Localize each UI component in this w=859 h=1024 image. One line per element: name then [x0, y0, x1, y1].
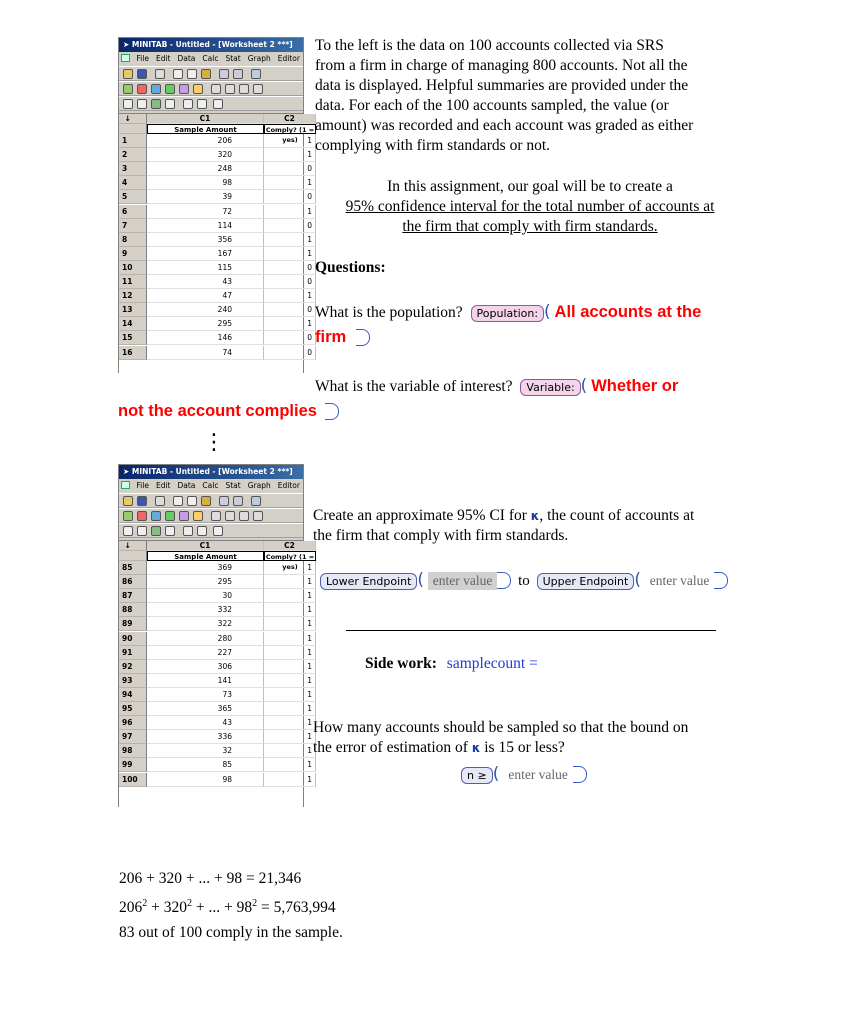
table-row [119, 219, 312, 233]
insert-row-icon[interactable] [123, 526, 133, 536]
cell-amount[interactable]: 365 [147, 702, 264, 716]
row-number[interactable]: 95 [119, 702, 147, 716]
row-number[interactable]: 86 [119, 575, 147, 589]
minitab-title-bar[interactable] [119, 465, 303, 479]
report-tool-icon[interactable] [179, 84, 189, 94]
minitab-title: MINITAB - Untitled - [Worksheet 2 ***] [131, 40, 293, 49]
cell-comply[interactable]: 1 [264, 134, 316, 148]
ci-input-row [320, 570, 728, 590]
cell-comply[interactable]: 1 [264, 617, 316, 631]
goal-statement: In this assignment, our goal will be to create a 95% confidence interval for the total number of accounts at the firm that comply with firm standards. [345, 178, 715, 235]
menu-calc[interactable]: Calc [202, 54, 219, 63]
cell-comply[interactable]: 1 [264, 317, 316, 331]
cell-amount[interactable]: 115 [147, 261, 264, 275]
cell-comply[interactable]: 1 [264, 758, 316, 772]
table-row [119, 688, 312, 702]
table-row [119, 730, 312, 744]
row-number[interactable]: 97 [119, 730, 147, 744]
toolbar-worksheet [119, 96, 303, 111]
cell-comply[interactable]: 1 [264, 674, 316, 688]
n-geq-label: n ≥ [461, 767, 493, 784]
insert-col-icon[interactable] [137, 526, 147, 536]
side-work: Side work: samplecount = [365, 655, 538, 672]
intro-paragraph: To the left is the data on 100 accounts collected via SRS from a firm in charge of managing 800 accounts. Not all the data is displayed. Helpful summaries are provided under the data. For each of the 100 accounts sampled, the value (or amount) was recorded and each account was graded as either complying with firm standards or not. [315, 37, 694, 154]
cell-comply[interactable]: 0 [264, 331, 316, 345]
table-row [119, 205, 312, 219]
row-number[interactable]: 12 [119, 289, 147, 303]
population-close-icon [356, 329, 370, 346]
cell-comply[interactable]: 1 [264, 688, 316, 702]
pencil-tool-icon[interactable] [197, 99, 207, 109]
arrow-down-icon[interactable]: ↓ [119, 541, 147, 551]
paste-icon[interactable] [201, 496, 211, 506]
row-number[interactable]: 90 [119, 632, 147, 646]
undo-icon[interactable] [219, 496, 229, 506]
worksheet-tool-icon[interactable] [123, 84, 133, 94]
table-row [119, 575, 312, 589]
cell-amount[interactable]: 43 [147, 275, 264, 289]
copy-icon[interactable] [187, 69, 197, 79]
row-number[interactable]: 2 [119, 148, 147, 162]
row-number[interactable]: 92 [119, 660, 147, 674]
cell-amount[interactable]: 336 [147, 730, 264, 744]
edit-tool-icon[interactable] [183, 99, 193, 109]
tile-tool-icon[interactable] [211, 511, 221, 521]
paste-icon[interactable] [201, 69, 211, 79]
cell-comply[interactable]: 0 [264, 261, 316, 275]
cell-comply[interactable]: 1 [264, 247, 316, 261]
cell-amount[interactable]: 85 [147, 758, 264, 772]
worksheet-grid [119, 540, 315, 807]
minitab-menu-bar [119, 479, 303, 493]
worksheet-icon[interactable] [121, 481, 130, 489]
table-row [119, 317, 312, 331]
toolbar-standard [119, 493, 303, 508]
toolbar-standard [119, 66, 303, 81]
row-number[interactable]: 100 [119, 773, 147, 787]
chart-tool-icon[interactable] [151, 99, 161, 109]
cascade-tool-icon[interactable] [225, 511, 235, 521]
arrow-down-icon[interactable]: ↓ [119, 114, 147, 124]
variable-label: Variable: [520, 379, 580, 396]
cell-amount[interactable]: 72 [147, 205, 264, 219]
table-row [119, 275, 312, 289]
column-c2-label[interactable]: Comply? (1 = yes) [265, 126, 315, 144]
toolbar-worksheet [119, 523, 303, 538]
row-number[interactable]: 11 [119, 275, 147, 289]
cell-comply[interactable]: 1 [264, 176, 316, 190]
open-icon[interactable] [123, 496, 133, 506]
brush-tool-icon[interactable] [253, 511, 263, 521]
table-row [119, 617, 312, 631]
n-close-icon [573, 766, 587, 783]
insert-col-icon[interactable] [137, 99, 147, 109]
menu-data[interactable]: Data [177, 54, 196, 63]
column-c1-id[interactable]: C1 [147, 541, 264, 551]
cell-comply[interactable]: 1 [264, 148, 316, 162]
row-number[interactable]: 5 [119, 190, 147, 204]
menu-editor[interactable]: Editor [277, 54, 300, 63]
variable-answer[interactable]: Whether or [591, 377, 679, 395]
window-tool-icon[interactable] [239, 84, 249, 94]
table-row [119, 758, 312, 772]
table-row [119, 346, 312, 360]
cell-amount[interactable]: 332 [147, 603, 264, 617]
cell-amount[interactable]: 206 [147, 134, 264, 148]
column-c2-id[interactable]: C2 [264, 114, 316, 124]
table-row [119, 331, 312, 345]
population-answer[interactable]: All accounts at the [554, 303, 702, 321]
table-row [119, 603, 312, 617]
variable-open-icon: ( [580, 376, 588, 396]
cell-amount[interactable]: 74 [147, 346, 264, 360]
population-label: Population: [471, 305, 545, 322]
cell-amount[interactable]: 167 [147, 247, 264, 261]
cut-icon[interactable] [173, 69, 183, 79]
row-number[interactable]: 89 [119, 617, 147, 631]
cell-comply[interactable]: 1 [264, 773, 316, 787]
cell-comply[interactable]: 0 [264, 219, 316, 233]
table-row [119, 176, 312, 190]
row-number[interactable]: 99 [119, 758, 147, 772]
row-number[interactable]: 10 [119, 261, 147, 275]
cell-comply[interactable]: 1 [264, 603, 316, 617]
row-number[interactable]: 98 [119, 744, 147, 758]
sample-size-question: How many accounts should be sampled so that the bound on the error of estimation of κ is 15 or less? [313, 719, 689, 756]
variable-answer-cont: not the account complies [118, 402, 339, 421]
menu-edit[interactable]: Edit [155, 481, 171, 490]
info-tool-icon[interactable] [137, 511, 147, 521]
chart-tool-icon[interactable] [151, 526, 161, 536]
redo-icon[interactable] [233, 496, 243, 506]
column-id-row [119, 541, 303, 551]
table-row [119, 162, 312, 176]
column-c2-label[interactable]: Comply? (1 = yes) [265, 553, 315, 571]
toolbar-project [119, 81, 303, 96]
row-number[interactable]: 14 [119, 317, 147, 331]
related-tool-icon[interactable] [193, 84, 203, 94]
column-c1-id[interactable]: C1 [147, 114, 264, 124]
undo-icon[interactable] [219, 69, 229, 79]
cell-comply[interactable]: 0 [264, 303, 316, 317]
graph-tool-icon[interactable] [165, 511, 175, 521]
table-row [119, 589, 312, 603]
cell-comply[interactable]: 1 [264, 716, 316, 730]
cell-comply[interactable]: 1 [264, 233, 316, 247]
brush-tool-icon[interactable] [253, 84, 263, 94]
save-icon[interactable] [137, 496, 147, 506]
side-work-expression[interactable]: samplecount = [446, 655, 538, 672]
cell-comply[interactable]: 1 [264, 205, 316, 219]
table-row [119, 702, 312, 716]
cell-amount[interactable]: 280 [147, 632, 264, 646]
row-number[interactable]: 13 [119, 303, 147, 317]
population-question: What is the population? Population: ( All accounts at the [315, 302, 702, 322]
menu-editor[interactable]: Editor [277, 481, 300, 490]
minitab-title-bar[interactable] [119, 38, 303, 52]
variable-close-icon [325, 403, 339, 420]
lower-open-icon: ( [417, 570, 425, 590]
table-row [119, 190, 312, 204]
related-tool-icon[interactable] [193, 511, 203, 521]
upper-endpoint-label: Upper Endpoint [537, 573, 635, 590]
table-row [119, 247, 312, 261]
cell-amount[interactable]: 248 [147, 162, 264, 176]
cell-amount[interactable]: 227 [147, 646, 264, 660]
cell-comply[interactable]: 1 [264, 632, 316, 646]
cell-amount[interactable]: 73 [147, 688, 264, 702]
minitab-logo-icon: ➤ [123, 40, 132, 49]
menu-graph[interactable]: Graph [247, 481, 271, 490]
n-open-icon: ( [492, 764, 500, 784]
menu-edit[interactable]: Edit [155, 54, 171, 63]
kappa-symbol: κ [530, 509, 540, 523]
edit-tool-icon[interactable] [183, 526, 193, 536]
cell-amount[interactable]: 306 [147, 660, 264, 674]
cell-amount[interactable]: 320 [147, 148, 264, 162]
cell-amount[interactable]: 240 [147, 303, 264, 317]
table-row [119, 744, 312, 758]
menu-calc[interactable]: Calc [202, 481, 219, 490]
cell-comply[interactable]: 1 [264, 744, 316, 758]
row-number[interactable]: 15 [119, 331, 147, 345]
table-row [119, 716, 312, 730]
menu-stat[interactable]: Stat [225, 54, 241, 63]
row-number[interactable]: 85 [119, 561, 147, 575]
session-icon[interactable] [251, 69, 261, 79]
column-id-row [119, 114, 303, 124]
cell-amount[interactable]: 98 [147, 176, 264, 190]
table-row [119, 261, 312, 275]
format-tool-icon[interactable] [165, 99, 175, 109]
cell-comply[interactable]: 1 [264, 660, 316, 674]
cell-amount[interactable]: 114 [147, 219, 264, 233]
comply-summary: 83 out of 100 comply in the sample. [119, 924, 343, 942]
row-number[interactable]: 91 [119, 646, 147, 660]
vertical-ellipsis-icon: ⋮ [203, 430, 225, 455]
cell-comply[interactable]: 1 [264, 575, 316, 589]
cell-comply[interactable]: 1 [264, 646, 316, 660]
cell-comply[interactable]: 1 [264, 730, 316, 744]
row-number[interactable]: 6 [119, 205, 147, 219]
upper-endpoint-input[interactable]: enter value [649, 573, 710, 588]
menu-stat[interactable]: Stat [225, 481, 241, 490]
kappa-symbol: κ [471, 741, 481, 755]
minitab-window-top [118, 37, 315, 373]
table-row [119, 773, 312, 787]
minitab-window-bottom [118, 464, 315, 807]
minitab-title: MINITAB - Untitled - [Worksheet 2 ***] [131, 467, 293, 476]
menu-graph[interactable]: Graph [247, 54, 271, 63]
questions-heading: Questions: [315, 259, 386, 276]
upper-close-icon [714, 572, 728, 589]
cell-comply[interactable]: 0 [264, 275, 316, 289]
cell-amount[interactable]: 47 [147, 289, 264, 303]
cell-amount[interactable]: 369 [147, 561, 264, 575]
row-number[interactable]: 7 [119, 219, 147, 233]
cell-amount[interactable]: 295 [147, 317, 264, 331]
lower-endpoint-input[interactable]: enter value [428, 572, 498, 590]
sum-squares-expression: $206^2 + 320^2$ + ... + $98^2 = 5,763,994$ [119, 898, 336, 917]
cell-comply[interactable]: 0 [264, 162, 316, 176]
copy-icon[interactable] [187, 496, 197, 506]
row-number[interactable]: 93 [119, 674, 147, 688]
table-row [119, 289, 312, 303]
open-icon[interactable] [123, 69, 133, 79]
row-number[interactable]: 1 [119, 134, 147, 148]
upper-open-icon: ( [634, 570, 641, 590]
summaries [119, 866, 343, 945]
cell-amount[interactable]: 146 [147, 331, 264, 345]
graph-tool-icon[interactable] [165, 84, 175, 94]
info-tool-icon[interactable] [137, 84, 147, 94]
cell-comply[interactable]: 1 [264, 702, 316, 716]
cell-comply[interactable]: 0 [264, 190, 316, 204]
cell-comply[interactable]: 1 [264, 289, 316, 303]
cell-amount[interactable]: 98 [147, 773, 264, 787]
row-number[interactable]: 94 [119, 688, 147, 702]
table-row [119, 674, 312, 688]
row-number[interactable]: 88 [119, 603, 147, 617]
worksheet-icon[interactable] [121, 54, 130, 62]
divider [346, 630, 716, 631]
print-icon[interactable] [155, 496, 165, 506]
row-number[interactable]: 87 [119, 589, 147, 603]
table-row [119, 646, 312, 660]
toolbar-project [119, 508, 303, 523]
sample-size-input-row [461, 764, 587, 784]
sum-expression: 206 + 320 + ... + 98 = 21,346 [119, 870, 302, 887]
cell-comply[interactable]: 0 [264, 346, 316, 360]
cell-amount[interactable]: 30 [147, 589, 264, 603]
clear-tool-icon[interactable] [213, 99, 223, 109]
cell-amount[interactable]: 39 [147, 190, 264, 204]
column-c1-label[interactable]: Sample Amount [147, 124, 264, 134]
report-tool-icon[interactable] [179, 511, 189, 521]
population-open-icon: ( [544, 302, 551, 322]
redo-icon[interactable] [233, 69, 243, 79]
row-number[interactable]: 96 [119, 716, 147, 730]
cell-amount[interactable]: 322 [147, 617, 264, 631]
cell-amount[interactable]: 356 [147, 233, 264, 247]
lower-close-icon [497, 572, 511, 589]
save-icon[interactable] [137, 69, 147, 79]
menu-data[interactable]: Data [177, 481, 196, 490]
cell-comply[interactable]: 1 [264, 561, 316, 575]
cell-amount[interactable]: 43 [147, 716, 264, 730]
cell-comply[interactable]: 1 [264, 589, 316, 603]
history-tool-icon[interactable] [151, 511, 161, 521]
table-row [119, 632, 312, 646]
menu-file[interactable]: File [136, 481, 149, 490]
variable-question: What is the variable of interest? Variable: ( Whether or [315, 376, 679, 396]
history-tool-icon[interactable] [151, 84, 161, 94]
clear-tool-icon[interactable] [213, 526, 223, 536]
format-tool-icon[interactable] [165, 526, 175, 536]
to-text: to [518, 573, 530, 589]
lower-endpoint-label: Lower Endpoint [320, 573, 417, 590]
session-icon[interactable] [251, 496, 261, 506]
row-number[interactable]: 16 [119, 346, 147, 360]
ci-question: Create an approximate 95% CI for κ, the count of accounts at the firm that comply with firm standards. [313, 507, 695, 544]
table-row [119, 303, 312, 317]
cell-amount[interactable]: 295 [147, 575, 264, 589]
minitab-menu-bar [119, 52, 303, 66]
column-c2-id[interactable]: C2 [264, 541, 316, 551]
minitab-logo-icon: ➤ [123, 467, 132, 476]
worksheet-grid [119, 113, 315, 373]
table-row [119, 660, 312, 674]
population-answer-cont: firm [315, 328, 370, 347]
row-number[interactable]: 8 [119, 233, 147, 247]
cell-amount[interactable]: 32 [147, 744, 264, 758]
row-number[interactable]: 4 [119, 176, 147, 190]
worksheet-tool-icon[interactable] [123, 511, 133, 521]
cut-icon[interactable] [173, 496, 183, 506]
row-number[interactable]: 9 [119, 247, 147, 261]
print-icon[interactable] [155, 69, 165, 79]
sample-size-input[interactable]: enter value [508, 767, 568, 782]
column-c1-label[interactable]: Sample Amount [147, 551, 264, 561]
menu-file[interactable]: File [136, 54, 149, 63]
cell-amount[interactable]: 141 [147, 674, 264, 688]
table-row [119, 233, 312, 247]
table-row [119, 148, 312, 162]
row-number[interactable]: 3 [119, 162, 147, 176]
tile-tool-icon[interactable] [211, 84, 221, 94]
window-tool-icon[interactable] [239, 511, 249, 521]
insert-row-icon[interactable] [123, 99, 133, 109]
cascade-tool-icon[interactable] [225, 84, 235, 94]
pencil-tool-icon[interactable] [197, 526, 207, 536]
